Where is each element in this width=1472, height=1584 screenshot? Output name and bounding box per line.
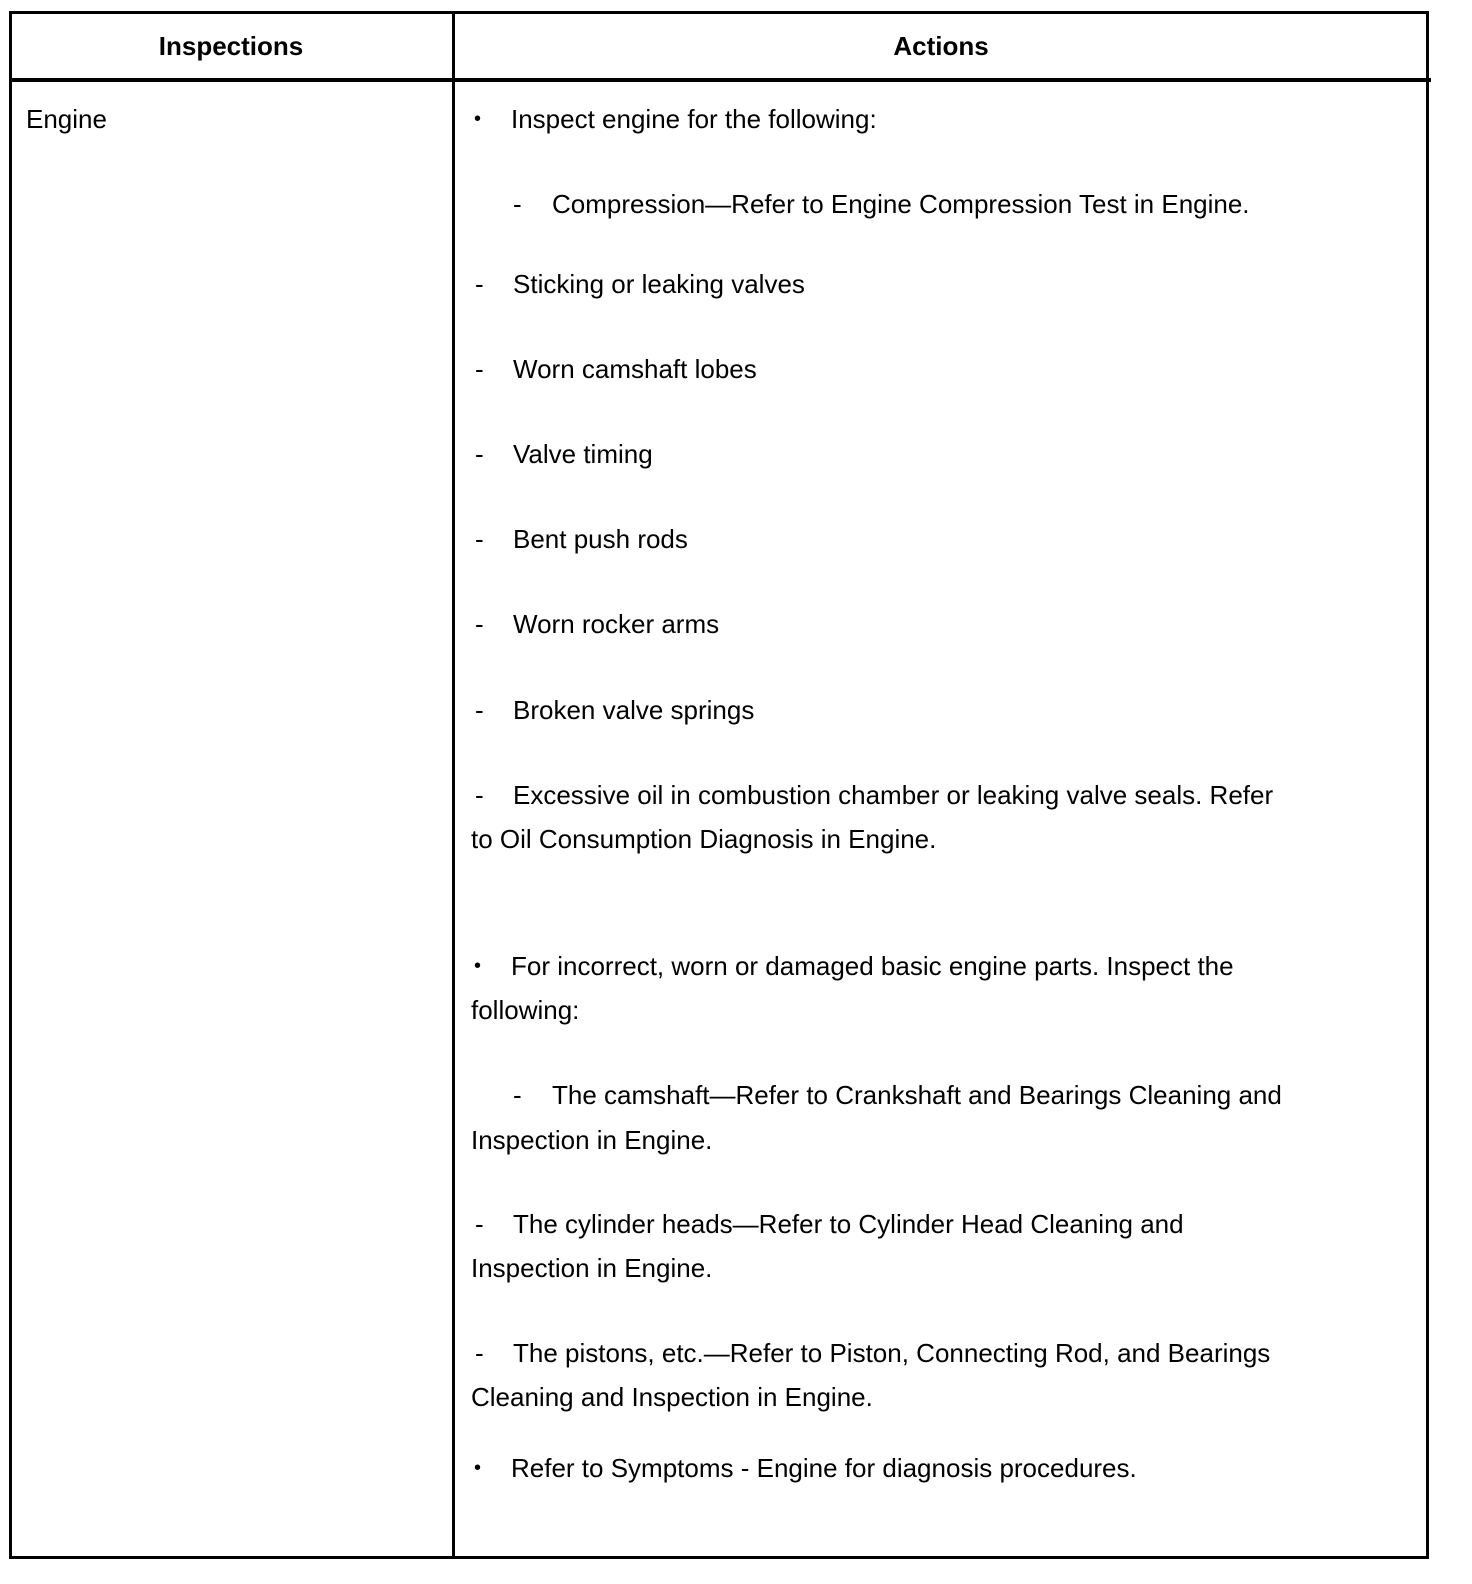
action-item-cylinder-heads: The cylinder heads—Refer to Cylinder Head Cleaning and (513, 1209, 1184, 1239)
column-divider (452, 11, 455, 1559)
header-inspections: Inspections (158, 31, 304, 61)
bullet-mark: • (474, 955, 482, 977)
action-bullet-symptoms: Refer to Symptoms - Engine for diagnosis procedures. (511, 1453, 1137, 1483)
dash-mark: - (475, 354, 484, 384)
action-item-pistons: The pistons, etc.—Refer to Piston, Connecting Rod, and Bearings (513, 1338, 1271, 1368)
dash-mark: - (475, 780, 484, 810)
action-item-valve-timing: Valve timing (513, 439, 653, 469)
dash-mark: - (475, 1209, 484, 1239)
header-rule (9, 78, 1431, 82)
action-item-compression: Compression—Refer to Engine Compression Test in Engine. (552, 189, 1250, 219)
action-bullet-inspect-engine: Inspect engine for the following: (511, 104, 877, 134)
action-item-worn-camshaft-lobes: Worn camshaft lobes (513, 354, 757, 384)
bullet-mark: • (474, 1457, 482, 1479)
dash-mark: - (475, 439, 484, 469)
action-item-worn-rocker-arms: Worn rocker arms (513, 609, 720, 639)
action-item-camshaft-cont: Inspection in Engine. (471, 1125, 713, 1155)
action-item-cylinder-heads-cont: Inspection in Engine. (471, 1253, 713, 1283)
dash-mark: - (475, 1338, 484, 1368)
action-item-sticking-valves: Sticking or leaking valves (513, 269, 805, 299)
bullet-mark: • (474, 108, 482, 130)
action-item-excessive-oil-cont: to Oil Consumption Diagnosis in Engine. (471, 824, 937, 854)
dash-mark: - (475, 524, 484, 554)
action-bullet-incorrect-parts: For incorrect, worn or damaged basic engine parts. Inspect the (511, 951, 1234, 981)
action-item-bent-push-rods: Bent push rods (513, 524, 688, 554)
action-bullet-incorrect-parts-cont: following: (471, 995, 580, 1025)
dash-mark: - (513, 189, 522, 219)
action-item-pistons-cont: Cleaning and Inspection in Engine. (471, 1382, 873, 1412)
dash-mark: - (513, 1080, 522, 1110)
header-actions: Actions (893, 31, 989, 61)
inspection-engine: Engine (26, 104, 107, 134)
action-item-broken-valve-springs: Broken valve springs (513, 695, 755, 725)
dash-mark: - (475, 695, 484, 725)
dash-mark: - (475, 269, 484, 299)
action-item-camshaft: The camshaft—Refer to Crankshaft and Bearings Cleaning and (552, 1080, 1282, 1110)
action-item-excessive-oil: Excessive oil in combustion chamber or leaking valve seals. Refer (513, 780, 1274, 810)
dash-mark: - (475, 609, 484, 639)
